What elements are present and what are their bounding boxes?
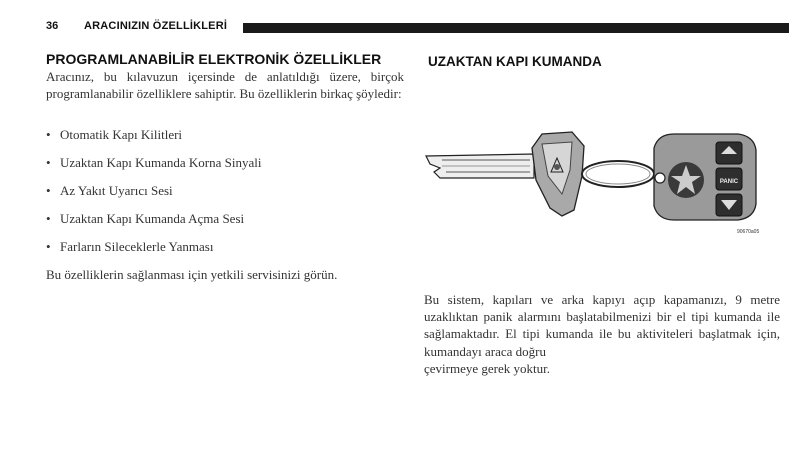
running-title: ARACINIZIN ÖZELLİKLERİ [84, 20, 228, 32]
page-number: 36 [46, 20, 59, 32]
remote-paragraph [424, 291, 780, 377]
list-item [46, 126, 261, 154]
mopar-logo-icon [668, 162, 704, 198]
fob-buttons [716, 142, 742, 216]
list-item [46, 182, 261, 210]
remote-paragraph-last-line: çevirmeye gerek yoktur. [424, 360, 550, 376]
list-item [46, 210, 261, 238]
page-header [46, 20, 788, 38]
list-item [46, 154, 261, 182]
bullet-icon: • [46, 183, 51, 198]
key-head [532, 132, 584, 216]
closing-paragraph: Bu özelliklerin sağlanması için yetkili servisinizi görün. [46, 267, 338, 282]
list-item [46, 238, 261, 266]
feature-list [46, 126, 261, 266]
list-item-text: Farların Sileceklerle Yanması [60, 239, 214, 254]
figure-id: 90670a05 [737, 229, 760, 235]
list-item-text: Uzaktan Kapı Kumanda Açma Sesi [60, 211, 245, 226]
bullet-icon: • [46, 211, 51, 226]
list-item-text: Az Yakıt Uyarıcı Sesi [60, 183, 173, 198]
bullet-icon: • [46, 155, 51, 170]
bullet-icon: • [46, 239, 51, 254]
bullet-icon: • [46, 127, 51, 142]
section-title-remote: UZAKTAN KAPI KUMANDA [428, 54, 602, 69]
section-title-programmable: PROGRAMLANABİLİR ELEKTRONİK ÖZELLİKLER [46, 51, 382, 67]
header-rule [243, 23, 789, 33]
key-blade [426, 154, 534, 178]
key-fob-illustration [422, 120, 782, 240]
list-item-text: Uzaktan Kapı Kumanda Korna Sinyali [60, 155, 262, 170]
panic-label: PANIC [719, 179, 739, 185]
remote-paragraph-text: Bu sistem, kapıları ve arka kapıyı açıp kapamanızı, 9 metre uzaklıktan panik alarmını başlatabilmenizi bir el tipi kumanda ile sağlamaktadır. El tipi kumanda ile bu aktiviteleri başlatmak için, kumandayı araca doğru [424, 292, 780, 359]
key-ring [582, 161, 654, 187]
list-item-text: Otomatik Kapı Kilitleri [60, 127, 183, 142]
intro-paragraph: Aracınız, bu kılavuzun içersinde de anlatıldığı üzere, birçok programlanabilir özelliklere sahiptir. Bu özelliklerin birkaç şöyledir: [46, 69, 404, 101]
